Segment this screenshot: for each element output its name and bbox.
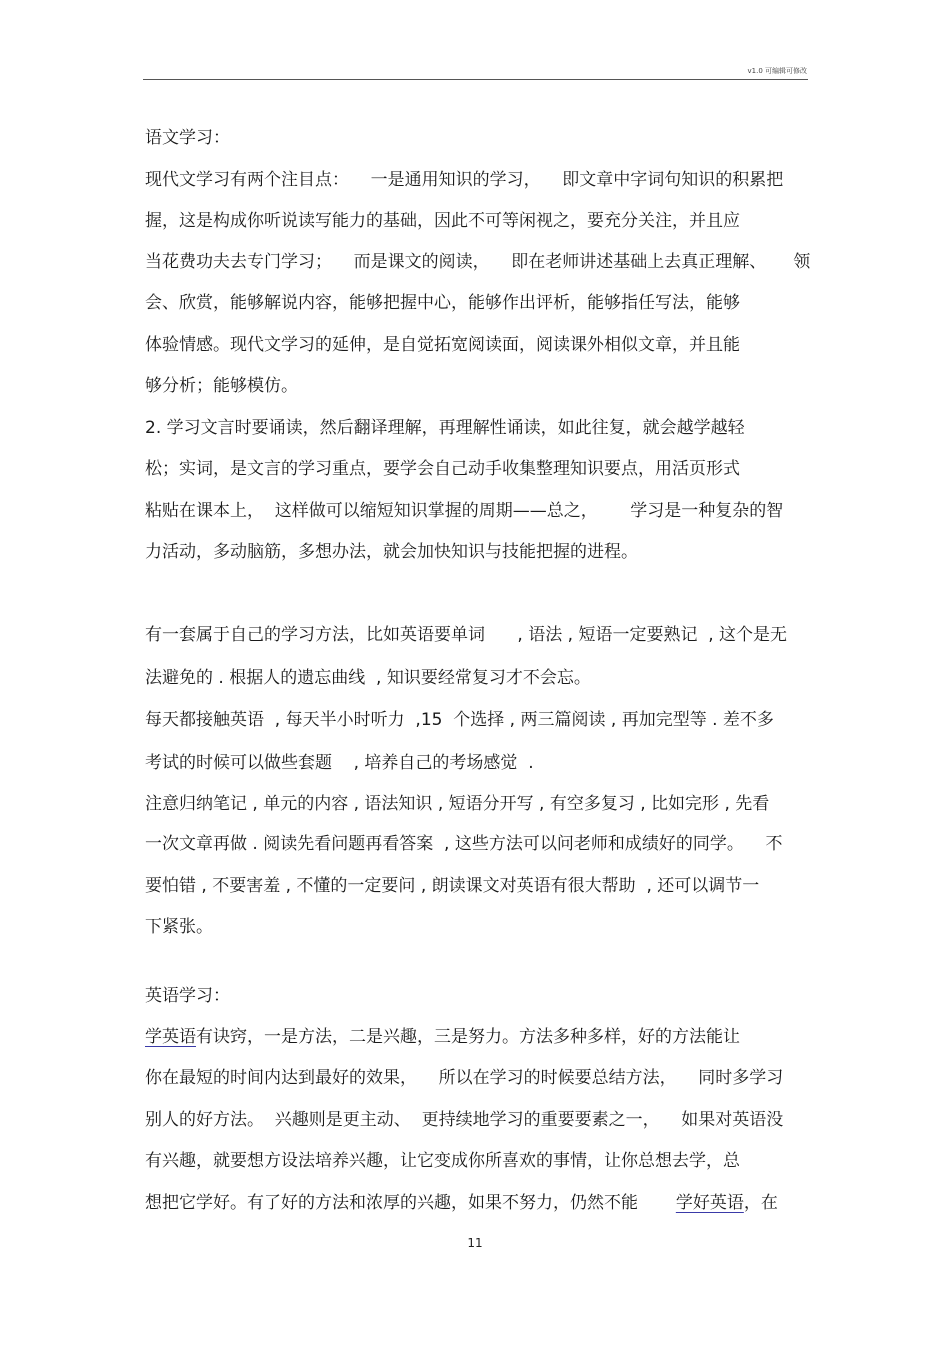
paragraph-line: 有兴趣，就要想方设法培养兴趣，让它变成你所喜欢的事情，让你总想去学，总	[145, 1151, 740, 1171]
paragraph-line: 粘贴在课本上， 这样做可以缩短知识掌握的周期——总之， 学习是一种复杂的智	[145, 501, 784, 521]
paragraph-line: 够分析；能够模仿。	[145, 376, 298, 396]
paragraph-line: 松；实词，是文言的学习重点，要学会自己动手收集整理知识要点，用活页形式	[145, 459, 740, 479]
paragraph-line: 有一套属于自己的学习方法，比如英语要单词 , 语法 , 短语一定要熟记 , 这个是无	[145, 625, 788, 645]
paragraph-line: 现代文学习有两个注目点： 一是通用知识的学习， 即文章中字词句知识的积累把	[145, 170, 784, 190]
section-heading-chinese: 语文学习：	[145, 128, 230, 148]
paragraph-text: 有诀窍，一是方法，二是兴趣，三是努力。方法多种多样，好的方法能让	[196, 1027, 740, 1047]
link-learn-english[interactable]: 学英语	[145, 1027, 196, 1047]
paragraph-line: 2. 学习文言时要诵读，然后翻译理解，再理解性诵读，如此往复，就会越学越轻	[145, 418, 745, 438]
section-heading-english: 英语学习：	[145, 986, 230, 1006]
paragraph-line: 你在最短的时间内达到最好的效果， 所以在学习的时候要总结方法， 同时多学习	[145, 1068, 784, 1088]
paragraph-line: 一次文章再做 . 阅读先看问题再看答案 , 这些方法可以问老师和成绩好的同学。 不	[145, 834, 783, 854]
paragraph-line: 每天都接触英语 , 每天半小时听力 ,15 个选择 , 两三篇阅读 , 再加完型等 . 差不多	[145, 710, 774, 730]
paragraph-line: 要怕错 , 不要害羞 , 不懂的一定要问 , 朗读课文对英语有很大帮助 , 还可以调节一	[145, 876, 760, 896]
paragraph-line	[145, 1193, 778, 1213]
header-version-note: v1.0 可编辑可修改	[747, 67, 807, 75]
link-master-english[interactable]: 学好英语	[675, 1193, 744, 1213]
paragraph-line: 体验情感。现代文学习的延伸，是自觉拓宽阅读面，阅读课外相似文章，并且能	[145, 335, 740, 355]
header-rule	[143, 79, 808, 80]
paragraph-line: 下紧张。	[145, 917, 213, 937]
paragraph-line: 别人的好方法。 兴趣则是更主动、 更持续地学习的重要要素之一， 如果对英语没	[145, 1110, 784, 1130]
paragraph-line	[145, 1027, 740, 1047]
paragraph-line: 当花费功夫去专门学习； 而是课文的阅读， 即在老师讲述基础上去真正理解、 领	[145, 252, 811, 272]
paragraph-line: 注意归纳笔记 , 单元的内容 , 语法知识 , 短语分开写 , 有空多复习 , 比如完形 , 先看	[145, 794, 770, 814]
paragraph-line: 考试的时候可以做些套题 , 培养自己的考场感觉 .	[145, 753, 534, 773]
paragraph-line: 握，这是构成你听说读写能力的基础，因此不可等闲视之，要充分关注，并且应	[145, 211, 740, 231]
paragraph-text: ，在	[743, 1193, 778, 1213]
paragraph-line: 法避免的 . 根据人的遗忘曲线 , 知识要经常复习才不会忘。	[145, 668, 591, 688]
paragraph-line: 力活动，多动脑筋，多想办法，就会加快知识与技能把握的进程。	[145, 542, 638, 562]
paragraph-text: 想把它学好。有了好的方法和浓厚的兴趣，如果不努力，仍然不能	[145, 1193, 676, 1213]
paragraph-line: 会、欣赏，能够解说内容，能够把握中心，能够作出评析，能够指任写法，能够	[145, 293, 740, 313]
page-number: 11	[467, 1236, 483, 1250]
